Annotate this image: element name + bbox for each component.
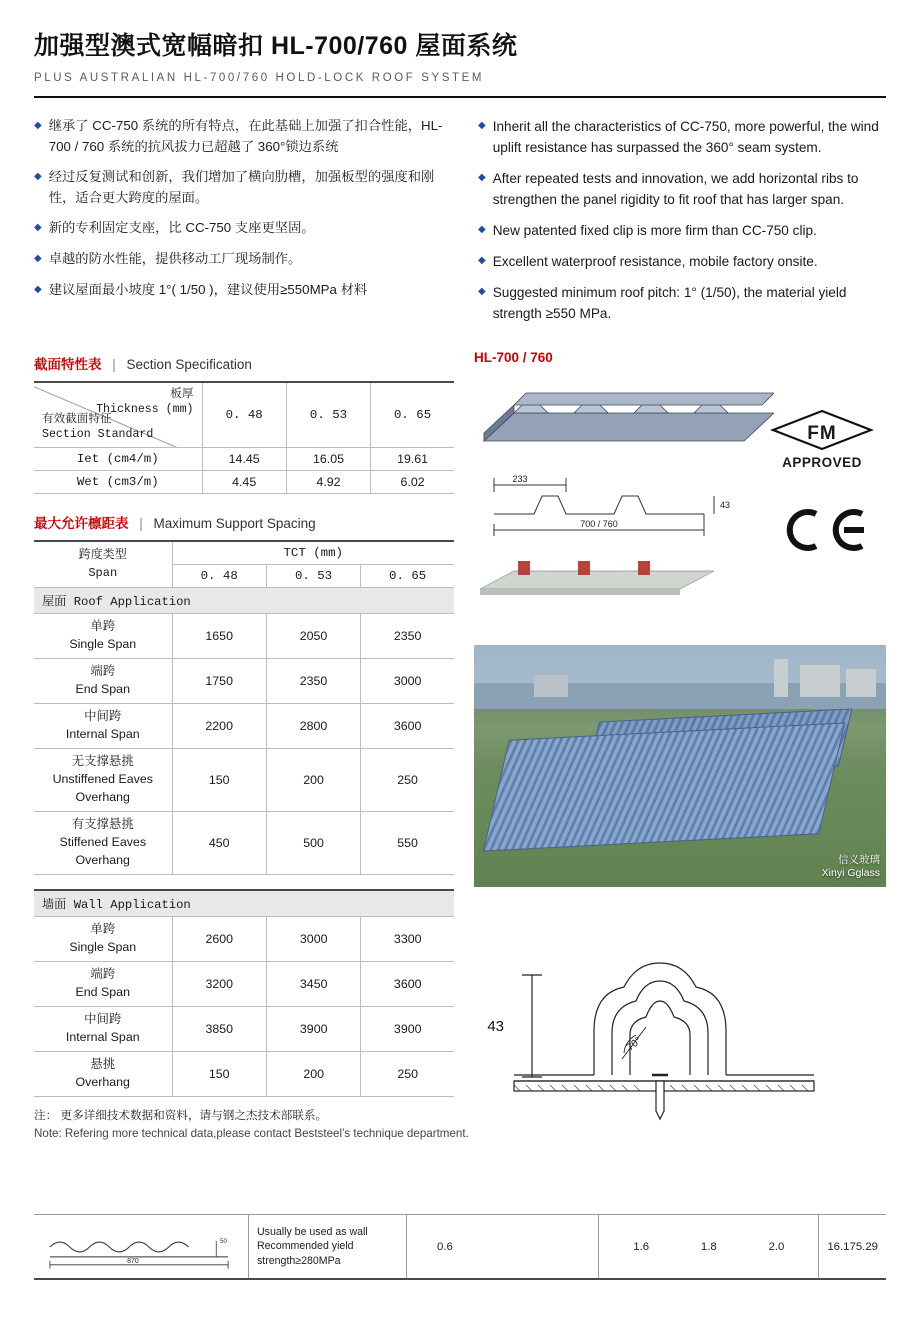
- list-item: [478, 251, 880, 272]
- table-row: [34, 471, 454, 494]
- clip-purlin-illustration: [474, 547, 724, 607]
- value-text: 2.0: [768, 1240, 785, 1253]
- cell-value: 3600: [361, 703, 454, 748]
- section-specification-table: [34, 381, 454, 495]
- row-label: [34, 1051, 172, 1096]
- value-text: 1.8: [700, 1240, 717, 1253]
- usage-text: Usually be used as wall Recommended yield strength≥280MPa: [257, 1226, 368, 1267]
- row-label-cn: 无支撑悬挑: [71, 753, 134, 768]
- wall-application-table: [34, 889, 454, 1097]
- diamond-bullet-icon: ◆: [478, 172, 486, 184]
- cell-value: 16.05: [286, 448, 370, 471]
- bottom-values-2: [599, 1215, 819, 1278]
- cell-value: 250: [361, 748, 454, 811]
- project-photo: [474, 645, 886, 887]
- table-group-row: [34, 588, 454, 614]
- tct-col-0: 0. 48: [172, 565, 266, 588]
- row-label: [34, 811, 172, 874]
- cell-value: 2350: [266, 658, 360, 703]
- diamond-bullet-icon: ◆: [34, 253, 42, 265]
- table-group-row: [34, 890, 454, 917]
- diamond-bullet-icon: ◆: [34, 120, 42, 131]
- cell-value: 450: [172, 811, 266, 874]
- roof-application-label: 屋面 Roof Application: [34, 588, 454, 614]
- heading-separator: |: [112, 356, 116, 372]
- cell-value: 3900: [266, 1006, 360, 1051]
- maximum-support-spacing-table: [34, 540, 454, 875]
- photo-building: [800, 665, 840, 697]
- heading-separator: |: [139, 516, 143, 531]
- row-label-cn: 单跨: [90, 619, 116, 633]
- table-row: [34, 658, 454, 703]
- row-label-en: End Span: [75, 984, 130, 999]
- cell-value: 550: [361, 811, 454, 874]
- bullet-text: After repeated tests and innovation, we add horizontal ribs to strengthen the panel rigidity to fit roof that has larger span.: [492, 171, 859, 208]
- tct-col-2: 0. 65: [361, 565, 454, 588]
- bullet-text: 经过反复测试和创新，我们增加了横向肋槽，加强板型的强度和刚性，适合更大跨度的屋面。: [48, 169, 435, 205]
- page-subtitle: PLUS AUSTRALIAN HL-700/760 HOLD-LOCK ROOF SYSTEM: [34, 72, 485, 84]
- panel-3d-illustration: [474, 379, 774, 459]
- bullet-text: Inherit all the characteristics of CC-750, more powerful, the wind uplift resistance has surpassed the 360° seam system.: [492, 119, 879, 156]
- table-row: [34, 811, 454, 874]
- fm-approved-badge: [768, 408, 876, 496]
- row-label: [34, 1006, 172, 1051]
- wall-application-label: 墙面 Wall Application: [34, 890, 454, 917]
- row-label-en: Internal Span: [65, 726, 140, 741]
- bullet-text: 继承了 CC-750 系统的所有特点，在此基础上加强了扣合性能，HL-700 / 760 系统的抗风拔力已超越了 360°锁边系统: [48, 118, 443, 154]
- bullet-text: 新的专利固定支座，比 CC-750 支座更坚固。: [48, 220, 315, 236]
- photo-caption-en: Xinyi Gglass: [821, 867, 880, 880]
- corner-top-cn: 板厚: [170, 387, 194, 401]
- row-label-cn: 单跨: [90, 921, 116, 936]
- cell-value: 150: [172, 1051, 266, 1096]
- cell-value: 500: [266, 811, 360, 874]
- cell-value: 3000: [266, 916, 360, 961]
- row-label-en: Single Span: [69, 636, 137, 651]
- cell-value: 3300: [361, 916, 454, 961]
- svg-text:870: 870: [127, 1257, 139, 1265]
- bullet-text: 卓越的防水性能，提供移动工厂现场制作。: [48, 251, 302, 267]
- heading-cn: 截面特性表: [34, 356, 102, 372]
- row-label-en: Unstiffened Eaves Overhang: [52, 771, 153, 804]
- span-label-cn: 跨度类型: [78, 548, 127, 563]
- list-item: [478, 282, 880, 324]
- bullets-chinese: [34, 116, 454, 335]
- tct-col-1: 0. 53: [266, 565, 360, 588]
- panel-cross-section: [474, 468, 804, 544]
- row-label: [34, 961, 172, 1006]
- table-row: [34, 614, 454, 659]
- page-title: 加强型澳式宽幅暗扣 HL-700/760 屋面系统: [34, 32, 518, 60]
- wall-profile-icon: [42, 1221, 240, 1273]
- span-type-header: [34, 541, 172, 588]
- table-row: [34, 1051, 454, 1096]
- seam-detail-drawing: [474, 935, 886, 1135]
- cell-value: 2600: [172, 916, 266, 961]
- list-item: [34, 218, 454, 239]
- cell-value: 250: [361, 1051, 454, 1096]
- diamond-bullet-icon: ◆: [478, 224, 486, 236]
- bullets-english: [478, 116, 880, 335]
- table-row: [34, 448, 454, 471]
- value-text: 5.29: [855, 1240, 878, 1253]
- table-row: [34, 703, 454, 748]
- diamond-bullet-icon: ◆: [34, 283, 42, 295]
- row-label-en: Overhang: [75, 1074, 130, 1089]
- photo-building: [774, 659, 788, 697]
- header-divider: [34, 96, 886, 98]
- row-label-cn: 有支撑悬挑: [71, 816, 134, 831]
- cell-value: 3900: [361, 1006, 454, 1051]
- diamond-bullet-icon: ◆: [478, 120, 486, 131]
- dim-width-label: 700 / 760: [580, 519, 618, 529]
- svg-text:50: 50: [220, 1238, 227, 1245]
- list-item: [478, 116, 880, 158]
- cell-value: 2050: [266, 614, 360, 659]
- footnote-en: Note: Refering more technical data,please contact Beststeel’s technique department.: [34, 1127, 469, 1141]
- bottom-summary-strip: [34, 1214, 886, 1280]
- feature-bullets: [34, 116, 886, 335]
- diamond-bullet-icon: ◆: [478, 286, 486, 298]
- bottom-profile-drawing: [34, 1215, 249, 1278]
- bullet-text: Suggested minimum roof pitch: 1° (1/50), the material yield strength ≥550 MPa.: [492, 285, 847, 322]
- table-row: [34, 541, 454, 565]
- value-text: 1.6: [633, 1240, 650, 1253]
- heading-en: Section Specification: [126, 356, 252, 372]
- tct-header: TCT (mm): [172, 541, 454, 565]
- diamond-bullet-icon: ◆: [478, 255, 486, 267]
- thickness-header-2: 0. 65: [371, 382, 454, 448]
- cell-value: 1650: [172, 614, 266, 659]
- cell-value: 3000: [361, 658, 454, 703]
- bullet-text: Excellent waterproof resistance, mobile factory onsite.: [492, 254, 818, 270]
- cell-value: 3200: [172, 961, 266, 1006]
- ce-mark-icon: [778, 506, 870, 554]
- cell-value: 4.92: [286, 471, 370, 494]
- cell-value: 6.02: [371, 471, 454, 494]
- cell-value: 3600: [361, 961, 454, 1006]
- table-row: [34, 382, 454, 448]
- dim-rib-label: 233: [512, 474, 528, 484]
- cell-value: 150: [172, 748, 266, 811]
- table-row: [34, 748, 454, 811]
- corner-bottom-en: Section Standard: [42, 428, 154, 442]
- row-label: [34, 916, 172, 961]
- detail-height-label: 43: [487, 1018, 504, 1035]
- cell-value: 3850: [172, 1006, 266, 1051]
- row-label-cn: 中间跨: [84, 1011, 122, 1026]
- photo-caption-cn: 信义玻璃: [838, 853, 880, 866]
- cell-value: 4.45: [202, 471, 286, 494]
- table-row: [34, 916, 454, 961]
- list-item: [478, 220, 880, 241]
- diamond-bullet-icon: ◆: [34, 222, 42, 234]
- bottom-values-3: [819, 1215, 886, 1278]
- list-item: [34, 249, 454, 270]
- row-label: Wet (cm3/m): [34, 471, 202, 494]
- corner-top-en: Thickness (mm): [96, 403, 194, 417]
- row-label-cn: 端跨: [90, 966, 116, 981]
- row-label: [34, 748, 172, 811]
- table-row: [34, 961, 454, 1006]
- list-item: [478, 168, 880, 210]
- cell-value: 14.45: [202, 448, 286, 471]
- row-label-cn: 端跨: [90, 663, 116, 678]
- dim-height-label: 43: [720, 500, 731, 510]
- footnote-cn: 注： 更多详细技术数据和资料，请与钢之杰技术部联系。: [34, 1108, 328, 1122]
- bottom-value-1: [407, 1215, 599, 1278]
- row-label-en: Single Span: [69, 939, 137, 954]
- value-text: 0.6: [437, 1240, 453, 1253]
- heading-cn: 最大允许檩距表: [34, 516, 129, 531]
- row-label-en: Stiffened Eaves Overhang: [59, 834, 147, 867]
- product-label: HL-700 / 760: [474, 350, 553, 365]
- table-corner-cell: [34, 382, 202, 448]
- row-label-cn: 悬挑: [90, 1056, 116, 1071]
- photo-caption: [822, 854, 880, 881]
- product-graphics-column: [474, 350, 886, 612]
- cell-value: 2350: [361, 614, 454, 659]
- row-label-en: Internal Span: [65, 1029, 140, 1044]
- ce-mark: [778, 506, 870, 563]
- value-text: 16.17: [827, 1240, 856, 1253]
- bullet-text: 建议屋面最小坡度 1°( 1/50 )，建议使用≥550MPa 材料: [48, 281, 368, 297]
- photo-building: [846, 669, 876, 697]
- cell-value: 200: [266, 748, 360, 811]
- photo-roof-main: [483, 722, 846, 851]
- photo-building: [534, 675, 568, 697]
- bullet-text: New patented fixed clip is more firm than CC-750 clip.: [492, 223, 817, 239]
- fm-approved-text: APPROVED: [782, 455, 862, 470]
- row-label: [34, 703, 172, 748]
- clip-detail-svg: [474, 935, 886, 1135]
- span-label-en: Span: [88, 565, 118, 580]
- corner-bottom-cn: 有效截面特征: [42, 412, 112, 426]
- cell-value: 2200: [172, 703, 266, 748]
- detail-angle-label: 70°: [625, 1035, 644, 1054]
- table-row: [34, 1006, 454, 1051]
- cell-value: 3450: [266, 961, 360, 1006]
- row-label-cn: 中间跨: [84, 708, 122, 723]
- list-item: [34, 167, 454, 208]
- diamond-bullet-icon: ◆: [34, 171, 42, 183]
- row-label: [34, 658, 172, 703]
- list-item: [34, 116, 454, 157]
- heading-en: Maximum Support Spacing: [153, 516, 316, 531]
- thickness-header-0: 0. 48: [202, 382, 286, 448]
- row-label: [34, 614, 172, 659]
- list-item: [34, 280, 454, 301]
- row-label-en: End Span: [75, 681, 130, 696]
- cell-value: 1750: [172, 658, 266, 703]
- thickness-header-1: 0. 53: [286, 382, 370, 448]
- bottom-usage-note: [249, 1215, 407, 1278]
- cell-value: 19.61: [371, 448, 454, 471]
- row-label: Iet (cm4/m): [34, 448, 202, 471]
- cell-value: 200: [266, 1051, 360, 1096]
- fm-text: FM: [807, 423, 837, 444]
- cell-value: 2800: [266, 703, 360, 748]
